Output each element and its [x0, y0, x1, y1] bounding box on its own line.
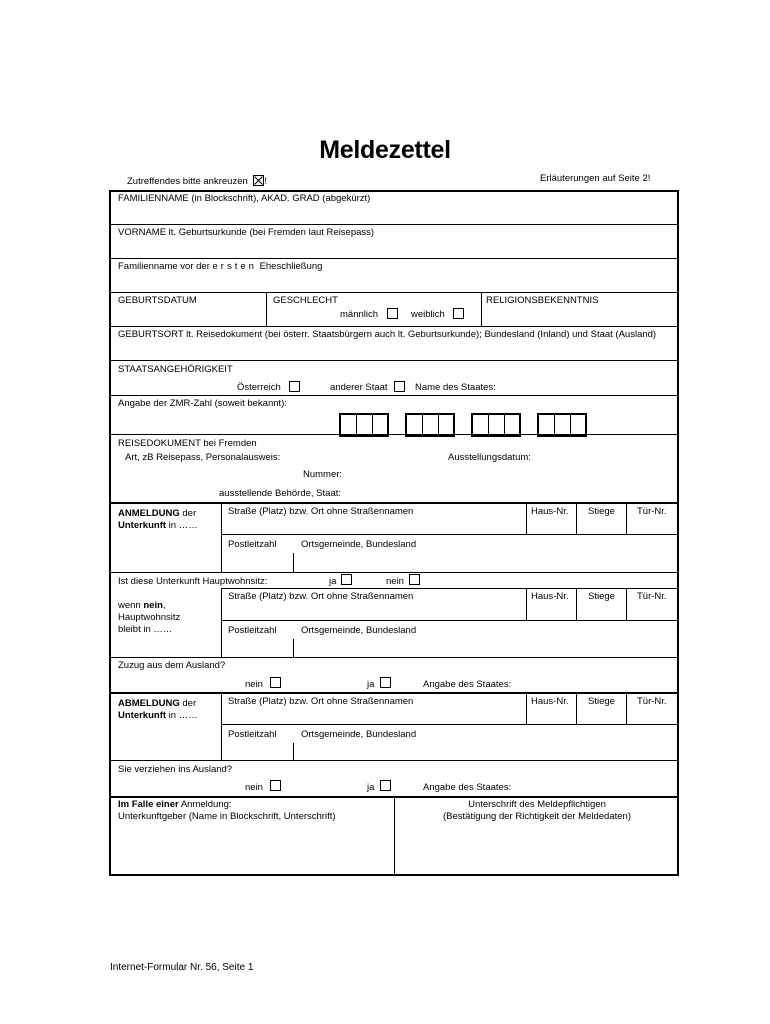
- house-no-label: Haus-Nr.: [531, 696, 569, 707]
- religion-label: RELIGIONSBEKENNTNIS: [486, 295, 599, 306]
- divider: [293, 743, 294, 760]
- postcode-label: Postleitzahl: [228, 729, 277, 740]
- main-residence-question: Ist diese Unterkunft Hauptwohnsitz:: [118, 576, 268, 587]
- divider: [481, 292, 482, 326]
- divider: [110, 692, 678, 694]
- registration-label: ANMELDUNG der Unterkunft in ……: [118, 508, 198, 531]
- zmr-digit-group[interactable]: [405, 413, 455, 437]
- maiden-name-suffix: Eheschließung: [259, 261, 323, 272]
- divider: [266, 292, 267, 326]
- municipality-label: Ortsgemeinde, Bundesland: [301, 539, 417, 550]
- arrival-state-label: Angabe des Staates:: [423, 679, 512, 690]
- arrival-no-checkbox[interactable]: [270, 677, 281, 688]
- explanation-note: Erläuterungen auf Seite 2!: [540, 173, 651, 184]
- divider: [110, 292, 678, 293]
- moving-state-label: Angabe des Staates:: [423, 782, 512, 793]
- austria-label: Österreich: [237, 382, 281, 393]
- street-label: Straße (Platz) bzw. Ort ohne Straßennamen: [228, 591, 414, 602]
- female-checkbox[interactable]: [453, 308, 464, 319]
- divider: [221, 502, 222, 572]
- door-no-label: Tür-Nr.: [637, 506, 667, 517]
- austria-checkbox[interactable]: [289, 381, 300, 392]
- divider: [221, 620, 678, 621]
- municipality-label: Ortsgemeinde, Bundesland: [301, 625, 417, 636]
- stairs-label: Stiege: [588, 696, 615, 707]
- zmr-digit-group[interactable]: [339, 413, 389, 437]
- street-label: Straße (Platz) bzw. Ort ohne Straßennamen: [228, 506, 414, 517]
- arrival-no-label: nein: [245, 679, 263, 690]
- instruction-suffix: !: [264, 176, 268, 187]
- female-label: weiblich: [411, 309, 445, 320]
- divider: [221, 588, 222, 657]
- zmr-digit-group[interactable]: [471, 413, 521, 437]
- stairs-label: Stiege: [588, 591, 615, 602]
- divider: [394, 796, 395, 876]
- moving-yes-label: ja: [367, 782, 375, 793]
- divider: [576, 692, 577, 724]
- person-signature-label: Unterschrift des Meldepflichtigen (Bestätigung der Richtigkeit der Meldedaten): [443, 799, 631, 822]
- main-residence-no-label: nein: [386, 576, 404, 587]
- moving-no-checkbox[interactable]: [270, 780, 281, 791]
- state-name-label: Name des Staates:: [415, 382, 496, 393]
- arrival-question: Zuzug aus dem Ausland?: [118, 660, 226, 671]
- birth-place-label: GEBURTSORT lt. Reisedokument (bei österr. Staatsbürgern auch lt. Geburtsurkunde); Bundesland (Inland) und Staat (Ausland): [118, 329, 657, 340]
- divider: [221, 692, 222, 760]
- maiden-name-label: [118, 261, 322, 272]
- issue-date-label: Ausstellungsdatum:: [448, 452, 531, 463]
- street-label: Straße (Platz) bzw. Ort ohne Straßennamen: [228, 696, 414, 707]
- other-state-checkbox[interactable]: [394, 381, 405, 392]
- main-residence-no-checkbox[interactable]: [409, 574, 420, 585]
- divider: [110, 502, 678, 504]
- issuing-authority-label: ausstellende Behörde, Staat:: [219, 488, 342, 499]
- main-residence-yes-label: ja: [329, 576, 337, 587]
- number-label: Nummer:: [303, 469, 343, 480]
- divider: [110, 395, 678, 396]
- divider: [110, 224, 678, 225]
- divider: [110, 572, 678, 573]
- form-title: Meldezettel: [319, 136, 451, 164]
- other-state-label: anderer Staat: [330, 382, 388, 393]
- house-no-label: Haus-Nr.: [531, 506, 569, 517]
- zmr-digit-group[interactable]: [537, 413, 587, 437]
- citizenship-label: STAATSANGEHÖRIGKEIT: [118, 364, 233, 375]
- instruction-text: [127, 173, 267, 187]
- divider: [110, 657, 678, 658]
- divider: [221, 534, 678, 535]
- divider: [221, 724, 678, 725]
- divider: [110, 326, 678, 327]
- birth-date-label: GEBURTSDATUM: [118, 295, 197, 306]
- main-residence-yes-checkbox[interactable]: [341, 574, 352, 585]
- deregistration-label: ABMELDUNG der Unterkunft in ……: [118, 698, 198, 721]
- moving-yes-checkbox[interactable]: [380, 780, 391, 791]
- divider: [576, 502, 577, 534]
- divider: [293, 639, 294, 657]
- male-checkbox[interactable]: [387, 308, 398, 319]
- divider: [526, 588, 527, 620]
- postcode-label: Postleitzahl: [228, 539, 277, 550]
- divider: [110, 258, 678, 259]
- divider: [110, 760, 678, 761]
- divider: [110, 360, 678, 361]
- travel-doc-label: REISEDOKUMENT bei Fremden: [118, 438, 257, 449]
- divider: [526, 502, 527, 534]
- host-signature-label: Im Falle einer Anmeldung: Unterkunftgeber (Name in Blockschrift, Unterschrift): [118, 799, 336, 822]
- divider: [576, 588, 577, 620]
- divider: [293, 553, 294, 572]
- door-no-label: Tür-Nr.: [637, 591, 667, 602]
- if-not-main-residence-label: wenn nein, Hauptwohnsitz bleibt in ……: [118, 600, 181, 635]
- instruction-label: Zutreffendes bitte ankreuzen: [127, 176, 248, 187]
- moving-no-label: nein: [245, 782, 263, 793]
- divider: [626, 692, 627, 724]
- footer-note: Internet-Formular Nr. 56, Seite 1: [110, 962, 254, 973]
- sex-label: GESCHLECHT: [273, 295, 338, 306]
- zmr-label: Angabe der ZMR-Zahl (soweit bekannt):: [118, 398, 287, 409]
- divider: [221, 588, 678, 589]
- house-no-label: Haus-Nr.: [531, 591, 569, 602]
- crossed-checkbox-icon: [253, 175, 264, 186]
- postcode-label: Postleitzahl: [228, 625, 277, 636]
- stairs-label: Stiege: [588, 506, 615, 517]
- moving-question: Sie verziehen ins Ausland?: [118, 764, 233, 775]
- divider: [626, 588, 627, 620]
- male-label: männlich: [340, 309, 379, 320]
- door-no-label: Tür-Nr.: [637, 696, 667, 707]
- municipality-label: Ortsgemeinde, Bundesland: [301, 729, 417, 740]
- maiden-name-spaced: ersten: [212, 261, 257, 272]
- first-name-label: VORNAME lt. Geburtsurkunde (bei Fremden laut Reisepass): [118, 227, 375, 238]
- travel-doc-type-label: Art, zB Reisepass, Personalausweis:: [125, 452, 281, 463]
- divider: [110, 434, 678, 435]
- divider: [626, 502, 627, 534]
- family-name-label: FAMILIENNAME (in Blockschrift), AKAD. GRAD (abgekürzt): [118, 193, 371, 204]
- maiden-name-prefix: Familienname vor der: [118, 261, 210, 272]
- arrival-yes-label: ja: [367, 679, 375, 690]
- divider: [526, 692, 527, 724]
- arrival-yes-checkbox[interactable]: [380, 677, 391, 688]
